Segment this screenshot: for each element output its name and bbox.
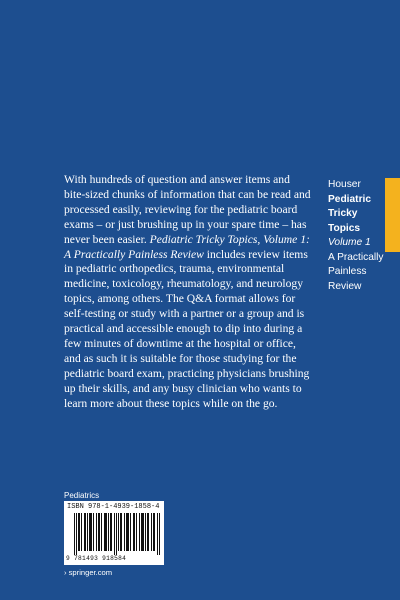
back-cover-blurb <box>64 173 312 412</box>
title-block <box>328 178 388 294</box>
publisher-link[interactable]: › springer.com <box>64 568 113 577</box>
barcode-number: 9 781493 918584 <box>66 555 127 562</box>
subtitle-line-2: Painless Review <box>328 266 367 292</box>
book-title-line-2: Tricky Topics <box>328 208 361 234</box>
category-label: Pediatrics <box>64 491 100 500</box>
isbn-label: ISBN 978-1-4939-1858-4 <box>67 503 160 511</box>
accent-bar <box>385 178 400 252</box>
author-name: Houser <box>328 179 361 190</box>
subtitle-line-1: A Practically <box>328 251 384 263</box>
barcode-icon <box>74 513 160 555</box>
book-title-line-1: Pediatric <box>328 193 372 205</box>
barcode-box <box>64 501 164 565</box>
volume-label: Volume 1 <box>328 237 371 248</box>
blurb-text-body: includes review items in pediatric orthopedics, trauma, environmental medicine, toxicology, rheumatology, and neurology topics, among others. The Q&A format allows for self-testing or study with a partner or a group and is practical and accessible enough to dip into during a few minutes of downtime at the hospital or office, and as such it is suitable for those studying for the pediatric board exam, practicing physicians brushing up their skills, and any busy clinician who wants to learn more about these topics while on the go. <box>64 247 310 410</box>
blurb-text-intro: With hundreds of question and answer items and bite-sized chunks of information that can be read and processed easily, reviewing for the pediatric board exams – or just brushing up in your spare time – has never been easier. <box>64 173 311 246</box>
blurb-book-title: Pediatric Tricky Topics, Volume 1: A Practically Painless Review <box>64 232 310 261</box>
